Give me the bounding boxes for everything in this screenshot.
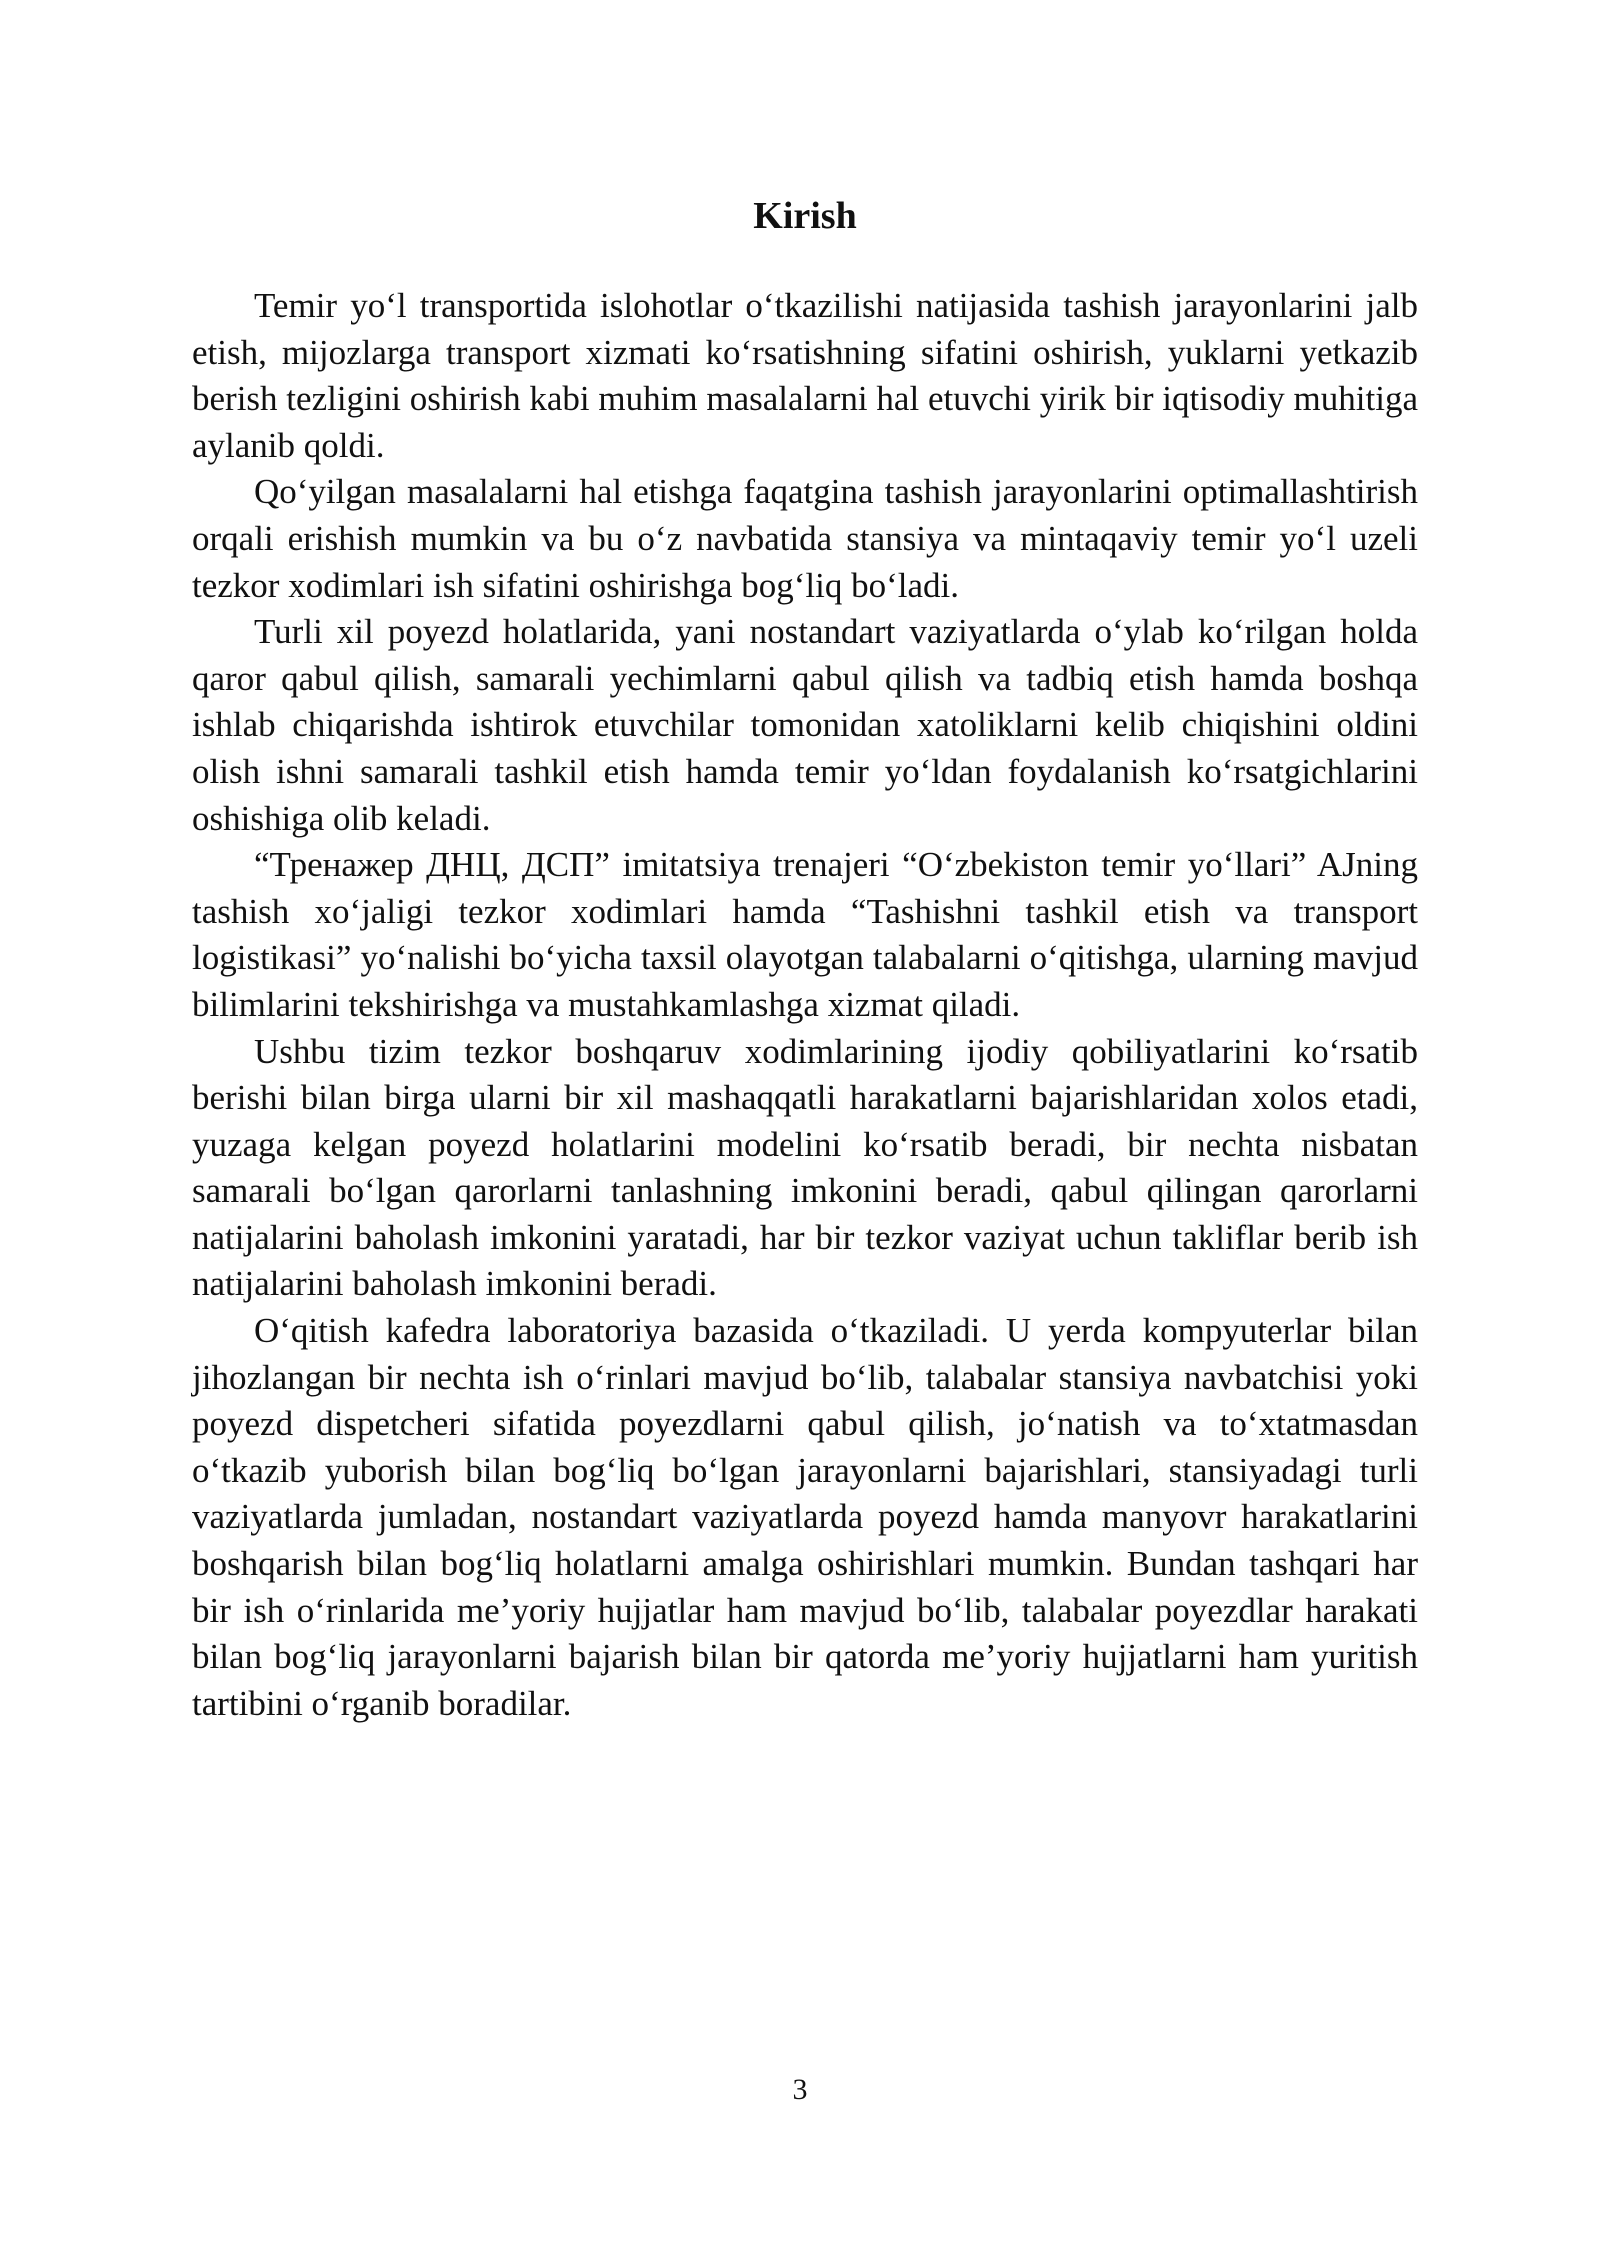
document-body (192, 283, 1418, 1727)
page-number: 3 (792, 2073, 808, 2106)
paragraph-3: Turli xil poyezd holatlarida, yani nostandart vaziyatlarda o‘ylab ko‘rilgan holda qaror qabul qilish, samarali yechimlarni qabul qilish va tadbiq etish hamda boshqa ishlab chiqarishda ishtirok etuvchilar tomonidan xatoliklarni kelib chiqishini oldini olish ishni samarali tashkil etish hamda temir yo‘ldan foydalanish ko‘rsatgichlarini oshishiga olib keladi. (192, 612, 1418, 838)
paragraph-5: Ushbu tizim tezkor boshqaruv xodimlarining ijodiy qobiliyatlarini ko‘rsatib berishi bilan birga ularni bir xil mashaqqatli harakatlarni bajarishlaridan xolos etadi, yuzaga kelgan poyezd holatlarini modelini ko‘rsatib beradi, bir nechta nisbatan samarali bo‘lgan qarorlarni tanlashning imkonini beradi, qabul qilingan qarorlarni natijalarini baholash imkonini yaratadi, har bir tezkor vaziyat uchun takliflar berib ish natijalarini baholash imkonini beradi. (192, 1031, 1418, 1304)
section-title: Kirish (753, 195, 857, 237)
paragraph-2: Qo‘yilgan masalalarni hal etishga faqatgina tashish jarayonlarini optimallashtirish orqali erishish mumkin va bu o‘z navbatida stansiya va mintaqaviy temir yo‘l uzeli tezkor xodimlari ish sifatini oshirishga bog‘liq bo‘ladi. (192, 472, 1418, 605)
paragraph-6: O‘qitish kafedra laboratoriya bazasida o‘tkaziladi. U yerda kompyuterlar bilan jihozlangan bir nechta ish o‘rinlari mavjud bo‘lib, talabalar stansiya navbatchisi yoki poyezd dispetcheri sifatida poyezdlarni qabul qilish, jo‘natish va to‘xtatmasdan o‘tkazib yuborish bilan bog‘liq bo‘lgan jarayonlarni bajarishlari, stansiyadagi turli vaziyatlarda jumladan, nostandart vaziyatlarda poyezd hamda manyovr harakatlarini boshqarish bilan bog‘liq holatlarni amalga oshirishlari mumkin. Bundan tashqari har bir ish o‘rinlarida me’yoriy hujjatlar ham mavjud bo‘lib, talabalar poyezdlar harakati bilan bog‘liq jarayonlarni bajarish bilan bir qatorda me’yoriy hujjatlarni ham yuritish tartibini o‘rganib boradilar. (192, 1311, 1418, 1723)
paragraph-1: Temir yo‘l transportida islohotlar o‘tkazilishi natijasida tashish jarayonlarini jalb etish, mijozlarga transport xizmati ko‘rsatishning sifatini oshirish, yuklarni yetkazib berish tezligini oshirish kabi muhim masalalarni hal etuvchi yirik bir iqtisodiy muhitiga aylanib qoldi. (192, 286, 1418, 465)
paragraph-4: “Тренажер ДНЦ, ДСП” imitatsiya trenajeri “O‘zbekiston temir yo‘llari” AJning tashish xo‘jaligi tezkor xodimlari hamda “Tashishni tashkil etish va transport logistikasi” yo‘nalishi bo‘yicha taxsil olayotgan talabalarni o‘qitishga, ularning mavjud bilimlarini tekshirishga va mustahkamlashga xizmat qiladi. (192, 845, 1418, 1024)
